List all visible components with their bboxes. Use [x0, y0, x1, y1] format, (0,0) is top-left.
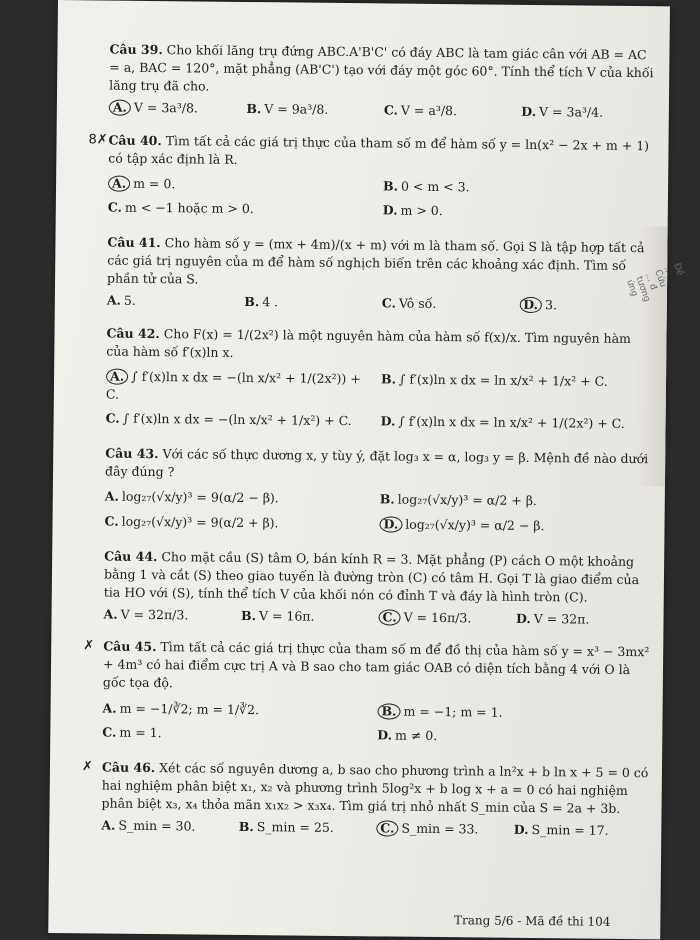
question-39 — [109, 41, 660, 123]
option-label: A. — [106, 368, 128, 384]
question-number: Câu 40. — [108, 132, 162, 148]
option-text: log₂₇(√x/y)³ = α/2 + β. — [397, 491, 538, 509]
option-text: V = 32π. — [533, 611, 590, 627]
answer-option — [102, 723, 377, 744]
option-text: V = a³/8. — [400, 102, 458, 119]
option-label: B. — [240, 607, 257, 624]
question-42 — [105, 324, 656, 436]
answer-option — [380, 491, 655, 512]
answer-options — [105, 364, 656, 436]
question-number: Câu 42. — [106, 325, 160, 341]
answer-options — [103, 606, 653, 630]
question-number: Câu 39. — [109, 41, 163, 58]
answer-option — [106, 410, 381, 431]
option-label: A. — [104, 488, 119, 505]
answer-option — [108, 198, 383, 219]
option-text: m ≠ 0. — [394, 727, 438, 743]
option-label: C. — [378, 609, 400, 625]
option-text: m < −1 hoặc m > 0. — [124, 199, 254, 216]
option-text: V = 9a³/8. — [264, 101, 329, 118]
option-label: A. — [103, 606, 118, 622]
option-label: C. — [107, 199, 123, 215]
option-label: A. — [106, 292, 121, 309]
answer-option — [241, 607, 379, 627]
option-label: B. — [244, 294, 260, 310]
answer-option — [384, 102, 522, 122]
option-label: B. — [379, 491, 395, 507]
option-text: 3. — [545, 297, 558, 313]
option-text: V = 3a³/8. — [133, 100, 199, 116]
option-text: ∫ f′(x)ln x dx = −(ln x/x² + 1/(2x²)) + C. — [105, 368, 361, 402]
answer-option — [381, 412, 656, 433]
answer-options — [107, 292, 657, 316]
option-label: D. — [379, 516, 402, 532]
answer-option — [382, 295, 520, 315]
option-label: B. — [246, 101, 262, 117]
answer-option — [246, 100, 384, 120]
question-text: Tìm tất cả các giá trị thực của tham số m để đồ thị của hàm số y = x³ − 3mx² + 4m³ có hai điểm cực trị A và B sao cho tam giác OAB có diện tích bằng 4 với O là gốc tọa độ. — [102, 639, 650, 691]
option-label: D. — [521, 104, 537, 120]
handwritten-mark: ✗ — [81, 759, 93, 775]
option-text: ∫ f′(x)ln x dx = ln x/x² + 1/x² + C. — [398, 371, 608, 389]
question-43 — [104, 445, 655, 539]
question-number: Câu 41. — [107, 234, 161, 251]
option-text: V = 16π. — [258, 608, 315, 624]
option-label: D. — [380, 413, 396, 429]
answer-options — [102, 696, 652, 750]
answer-option — [108, 174, 383, 195]
question-text: Cho mặt cầu (S) tâm O, bán kính R = 3. Mặt phẳng (P) cách O một khoảng bằng 1 và cắt (S) theo giao tuyến là đường tròn (C) có tâm H. Gọi T là giao điểm của tia HO với (S), tính thể tích V của khối nón có đỉnh T và đáy là hình tròn (C). — [103, 548, 640, 605]
page-footer: Trang 5/6 - Mã đề thi 104 — [453, 913, 611, 929]
answer-options — [109, 99, 659, 123]
option-text: m = −1; m = 1. — [403, 703, 503, 720]
option-text: ∫ f′(x)ln x dx = ln x/x² + 1/(2x²) + C. — [398, 413, 625, 431]
exam-sheet — [48, 0, 685, 939]
answer-option — [101, 817, 239, 837]
answer-options — [104, 485, 654, 539]
answer-option — [377, 702, 652, 723]
question-41 — [107, 234, 658, 316]
option-label: B. — [238, 819, 254, 835]
answer-option — [376, 820, 514, 840]
option-text: m = 1. — [119, 724, 162, 740]
questions-area — [81, 41, 659, 855]
option-label: C. — [105, 410, 120, 426]
option-label: C. — [104, 513, 119, 529]
question-44 — [103, 547, 654, 629]
option-text: log₂₇(√x/y)³ = 9(α/2 − β). — [121, 489, 279, 506]
option-text: V = 16π/3. — [403, 609, 472, 626]
option-label: D. — [382, 202, 398, 218]
answer-option — [244, 293, 382, 313]
handwritten-mark: 8✗ — [88, 131, 108, 148]
option-text: ∫ f′(x)ln x dx = −(ln x/x² + 1/x²) + C. — [122, 410, 352, 429]
answer-options — [108, 171, 658, 225]
question-number: Câu 45. — [103, 638, 157, 655]
option-label: C. — [381, 295, 397, 311]
option-label: D. — [515, 610, 531, 626]
edge-text: Đề ... Cứu ... đ tương ứng — [624, 261, 685, 304]
question-text: Cho F(x) = 1/(2x²) là một nguyên hàm của hàm số f(x)/x. Tìm nguyên hàm của hàm số f′(x)ln x. — [106, 325, 632, 360]
question-number: Câu 46. — [101, 759, 156, 775]
question-number: Câu 44. — [104, 548, 158, 564]
option-text: m = −1/∛2; m = 1/∛2. — [119, 700, 260, 717]
option-text: log₂₇(√x/y)³ = 9(α/2 + β). — [121, 513, 279, 530]
question-number: Câu 43. — [105, 445, 159, 462]
option-label: C. — [376, 821, 398, 837]
answer-option — [379, 515, 654, 536]
answer-option — [103, 606, 241, 626]
option-label: A. — [101, 817, 116, 833]
option-text: log₂₇(√x/y)³ = α/2 − β. — [405, 516, 545, 533]
question-text: Cho hàm số y = (mx + 4m)/(x + m) với m là tham số. Gọi S là tập hợp tất cả các giá trị nguyên của m để hàm số nghịch biến trên các khoảng xác định. Tìm số phần tử của S. — [107, 235, 645, 287]
answer-option — [106, 367, 381, 406]
answer-option — [107, 292, 245, 312]
question-text: Với các số thực dương x, y tùy ý, đặt log₃ x = α, log₃ y = β. Mệnh đề nào dưới đây đúng ? — [104, 446, 649, 480]
answer-option — [521, 103, 659, 123]
answer-option — [102, 699, 377, 720]
answer-option — [109, 99, 247, 119]
option-label: D. — [377, 727, 393, 743]
option-text: V = 3a³/4. — [539, 104, 604, 121]
option-text: 5. — [123, 293, 136, 309]
option-label: A. — [109, 100, 131, 116]
answer-option — [383, 201, 658, 222]
answer-option — [104, 512, 379, 533]
option-text: m > 0. — [400, 202, 443, 218]
answer-option — [383, 177, 658, 198]
option-text: S_min = 17. — [531, 822, 609, 838]
answer-option — [516, 610, 654, 630]
option-label: B. — [382, 178, 399, 194]
answer-options — [101, 817, 651, 841]
option-label: B. — [380, 371, 397, 387]
option-text: m = 0. — [133, 175, 176, 191]
handwritten-mark: ✗ — [83, 638, 95, 654]
option-label: D. — [519, 297, 542, 313]
option-label: A. — [108, 175, 130, 191]
answer-option — [377, 726, 652, 747]
option-text: V = 32π/3. — [120, 606, 189, 623]
option-text: S_min = 33. — [401, 820, 479, 837]
question-40 — [88, 131, 659, 225]
question-46 — [81, 758, 652, 840]
option-text: S_min = 30. — [118, 817, 196, 834]
option-text: S_min = 25. — [256, 819, 334, 836]
answer-option — [519, 296, 657, 316]
answer-option — [381, 370, 656, 409]
answer-option — [105, 488, 380, 509]
option-text: Vô số. — [398, 295, 437, 312]
answer-option — [514, 821, 652, 841]
option-label: C. — [383, 102, 399, 118]
answer-option — [239, 818, 377, 838]
option-text: 0 < m < 3. — [400, 178, 470, 195]
answer-option — [378, 608, 516, 628]
option-label: D. — [513, 821, 529, 838]
option-label: B. — [377, 703, 400, 719]
question-text: Tìm tất cả các giá trị thực của tham số m để hàm số y = ln(x² − 2x + m + 1) có tập xác định là R. — [108, 132, 650, 167]
question-text: Cho khối lăng trụ đứng ABC.A'B'C' có đáy ABC là tam giác cân với AB = AC = a, BAC = 120°, mặt phẳng (AB'C') tạo với đáy một góc 60°. Tính thể tích V của khối lăng trụ đã cho. — [109, 42, 654, 94]
question-text: Xét các số nguyên dương a, b sao cho phương trình a ln²x + b ln x + 5 = 0 có hai nghiệm phân biệt x₁, x₂ và phương trình 5log²x + b log x + a = 0 có hai nghiệm phân biệt x₃, x₄ thỏa mãn x₁x₂ > x₃x₄. Tìm giá trị nhỏ nhất S_min của S = 2a + 3b. — [101, 759, 649, 816]
question-45 — [83, 638, 653, 750]
option-label: A. — [102, 700, 117, 716]
option-label: C. — [102, 724, 117, 740]
option-text: 4 . — [262, 294, 279, 310]
